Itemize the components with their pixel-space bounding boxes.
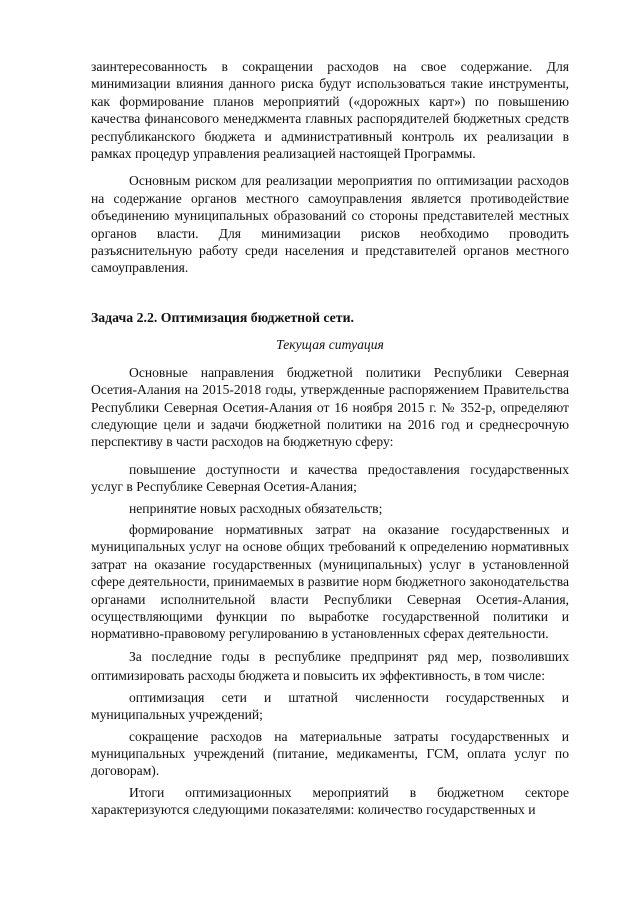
list-item: повышение доступности и качества предоставления государственных услуг в Республике Северная Осетия-Алания; — [91, 461, 569, 495]
task-heading: Задача 2.2. Оптимизация бюджетной сети. — [91, 309, 354, 325]
paragraph-budget-policy: Основные направления бюджетной политики Республики Северная Осетия-Алания на 2015-2018 годы, утвержденные распоряжением Правительства Республики Северная Осетия-Алания от 16 ноября 2015 г. № 352-р, определяют следующие цели и задачи бюджетной политики на 2016 год и среднесрочную перспективу в части расходов на бюджетную сферу: — [91, 364, 569, 450]
list-item: формирование нормативных затрат на оказание государственных и муниципальных услуг на основе общих требований к определению нормативных затрат на оказание государственных (муниципальных) услуг в установленной сфере деятельности, принимаемых в развитие норм бюджетного законодательства органами исполнительной власти Республики Северная Осетия-Алания, осуществляющими функции по выработке государственной политики и нормативно-правовому регулированию в установленных сферах деятельности. — [91, 521, 569, 642]
list-item: сокращение расходов на материальные затраты государственных и муниципальных учреждений (питание, медикаменты, ГСМ, оплата услуг по договорам). — [91, 728, 569, 779]
measures-list — [91, 689, 569, 780]
goals-list — [91, 461, 569, 643]
paragraph-measures-intro: За последние годы в республике предпринят ряд мер, позволивших оптимизировать расходы бюджета и повысить их эффективность, в том числе: — [91, 648, 569, 683]
document-page — [91, 58, 569, 819]
list-item: оптимизация сети и штатной численности государственных и муниципальных учреждений; — [91, 689, 569, 723]
list-item: непринятие новых расходных обязательств; — [129, 500, 383, 516]
paragraph-results: Итоги оптимизационных мероприятий в бюджетном секторе характеризуются следующими показателями: количество государственных и — [91, 784, 569, 818]
paragraph-risk-continuation: заинтересованность в сокращении расходов на свое содержание. Для минимизации влияния данного риска будут использоваться такие инструменты, как формирование планов мероприятий («дорожных карт») по повышению качества финансового менеджмента главных распорядителей бюджетных средств республиканского бюджета и административный контроль их реализации в рамках процедур управления реализацией настоящей Программы. — [91, 59, 569, 162]
section-subheading: Текущая ситуация — [276, 337, 384, 353]
paragraph-main-risk: Основным риском для реализации мероприятия по оптимизации расходов на содержание органов местного самоуправления является противодействие объединению муниципальных образований со стороны представителей местных органов власти. Для минимизации рисков необходимо проводить разъяснительную работу среди населения и представителей органов местного самоуправления. — [91, 173, 569, 276]
